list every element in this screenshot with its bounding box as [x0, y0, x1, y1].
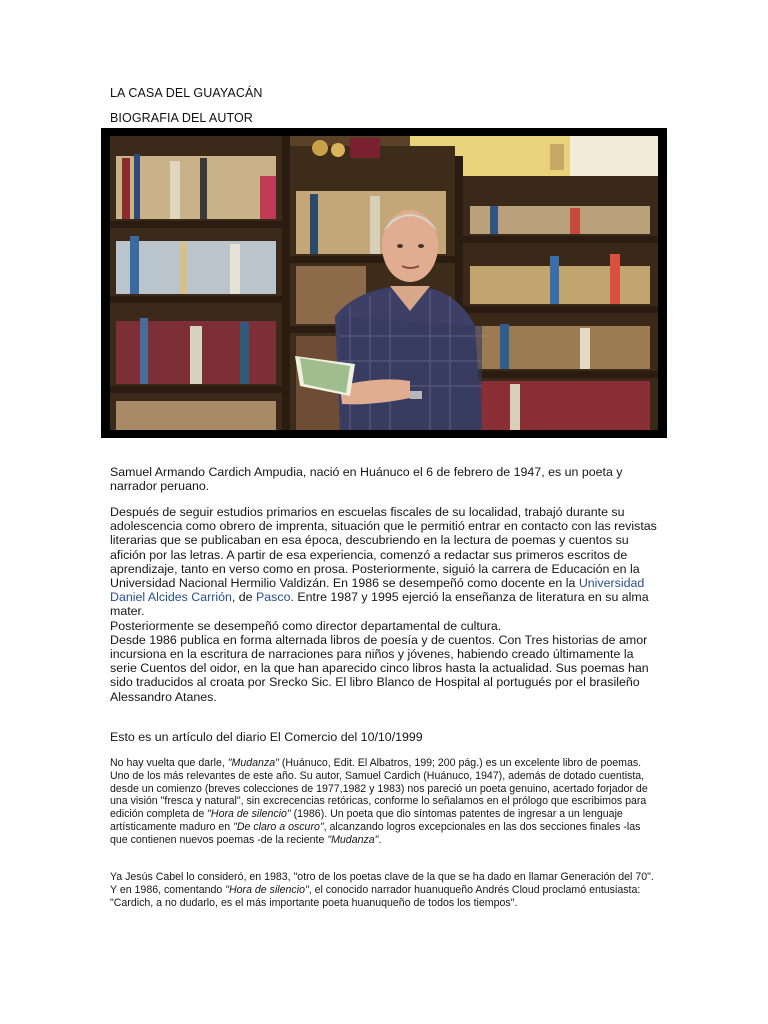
article-text: (Huánuco, Edit. El Albatros, 199; 200 pág.) es un excelente libro de poemas. Uno de los más relevantes de este año. Su autor, Samuel Cardich (Huánuco, 1947), además de dotado cuentista, desde un comienzo (breves colecciones de 1977,1982 y 1983) nos pareció un poeta genuino, acertado forjador de una visión "fresca y natural", sin excrecencias retóricas, conforme lo señalamos en el prólogo que escribimos para edición completa de — [110, 757, 648, 821]
article-heading: Esto es un artículo del diario El Comercio del 10/10/1999 — [110, 730, 423, 744]
article-text: . — [378, 833, 382, 846]
book-title: "Hora de silencio" — [207, 808, 291, 821]
bio-text-1: Después de seguir estudios primarios en escuelas fiscales de su localidad, trabajó durante su adolescencia como obrero de imprenta, situación que le permitió entrar en contacto con las revistas literarias que se publicaban en esa época, descubriendo en la lectura de poemas y cuentos su afición por las letras. A partir de esa experiencia, comenzó a redactar sus primeros escritos de aprendizaje, tanto en verso como en prosa. Posteriormente, siguió la carrera de Educación en la Universidad Nacional Hermilio Valdizán. En 1986 se desempeñó como docente en la — [110, 505, 657, 591]
article-paragraph-2 — [110, 871, 658, 909]
article-text: , el conocido narrador huanuqueño Andrés Cloud proclamó entusiasta: "Cardich, a no dudarlo, es el más importante poeta huanuqueño de todos los tiempos". — [110, 883, 641, 909]
pasco-link[interactable]: Pasco — [256, 590, 291, 605]
article-paragraph-1 — [110, 757, 658, 847]
document-title: LA CASA DEL GUAYACÁN — [110, 86, 263, 100]
article-text: , alcanzando logros excepcionales en las dos secciones finales -las que contienen nuevos poemas -de la reciente — [110, 820, 641, 846]
bio-text-2: . Entre 1987 y 1995 ejerció la enseñanza de literatura en su alma mater. — [110, 590, 649, 619]
article-text: (1986). Un poeta que dio síntomas patentes de ingresar a un lenguaje artísticamente maduro en — [110, 808, 623, 833]
bio-separator: , de — [231, 590, 257, 605]
bio-books-line: Desde 1986 publica en forma alternada libros de poesía y de cuentos. Con Tres historias de amor incursiona en la escritura de narraciones para niños y jóvenes, habiendo creado últimamente la serie Cuentos del oidor, en la que han aparecido cinco libros hasta la actualidad. Sus poemas han sido traducidos al croata por Srecko Sic. El libro Blanco de Hospital al portugués por el brasileño Alessandro Atanes. — [110, 632, 649, 704]
book-title: "Hora de silencio" — [225, 883, 309, 896]
university-link[interactable]: Universidad Daniel Alcides Carrión — [110, 576, 645, 605]
author-photo-frame — [101, 128, 667, 438]
book-title: "Mudanza" — [227, 757, 279, 769]
biography-paragraph — [110, 505, 662, 704]
book-title: "De claro a oscuro" — [233, 820, 324, 833]
author-photo — [110, 136, 658, 430]
intro-paragraph: Samuel Armando Cardich Ampudia, nació en Huánuco el 6 de febrero de 1947, es un poeta y narrador peruano. — [110, 465, 623, 494]
article-text: Ya Jesús Cabel lo consideró, en 1983, "otro de los poetas clave de la que se ha dado en llamar Generación del 70". Y en 1986, comentando — [110, 871, 654, 896]
document-subtitle: BIOGRAFIA DEL AUTOR — [110, 111, 253, 125]
article-text: No hay vuelta que darle, — [110, 757, 228, 769]
bio-director-line: Posteriormente se desempeñó como director departamental de cultura. — [110, 618, 502, 633]
author-photo-icon — [110, 136, 658, 430]
book-title: "Mudanza" — [327, 833, 379, 846]
